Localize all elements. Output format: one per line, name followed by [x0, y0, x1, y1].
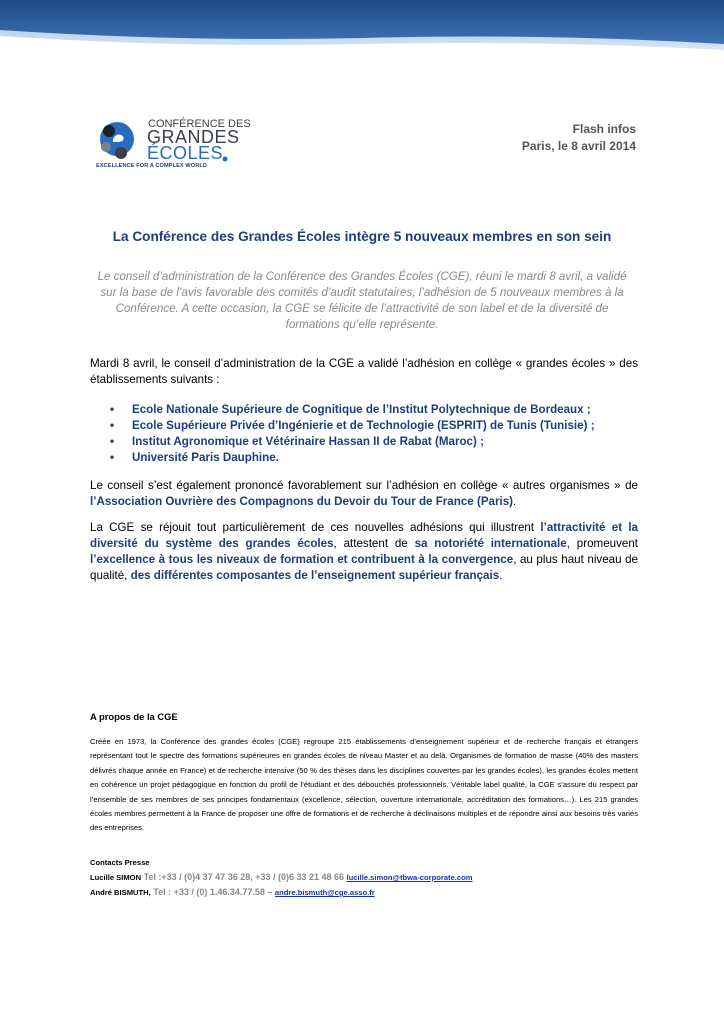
text: .	[513, 495, 517, 508]
header-info	[522, 121, 636, 155]
text: , promeuvent	[566, 537, 638, 550]
logo-line1: CONFÉRENCE DES	[148, 118, 251, 130]
highlight: l’attractivité et la diversité du système des grandes écoles	[90, 521, 638, 550]
contact-phone: Tel :+33 / (0)4 37 47 36 28, +33 / (0)6 33 21 48 66	[141, 872, 347, 882]
logo-line3: ÉCOLES	[147, 143, 224, 163]
text: , au plus haut niveau de qualité,	[90, 553, 638, 582]
contact-row	[90, 885, 473, 900]
paragraph-other-orgs	[90, 478, 638, 510]
paragraph-adhesion: Mardi 8 avril, le conseil d’administration de la CGE a validé l’adhésion en collège « grandes écoles » des établissements suivants :	[90, 357, 638, 386]
highlight-org: l’Association Ouvrière des Compagnons du Devoir du Tour de France (Paris)	[90, 495, 514, 508]
schools-list	[110, 402, 595, 466]
highlight: des différentes composantes de l’enseignement supérieur français	[130, 569, 500, 582]
press-contacts	[90, 855, 473, 900]
intro-paragraph: Le conseil d’administration de la Conférence des Grandes Écoles (CGE), réuni le mardi 8 avril, a validé sur la base de l’avis favorable des comités d’audit statutaires, l’adhésion de 5 nouveaux membres à la Conférence. A cette occasion, la CGE se félicite de l’attractivité de son label et de la diversité de formations qu’elle représente.	[97, 270, 627, 331]
text: La CGE se réjouit tout particulièrement de ces nouvelles adhésions qui illustrent	[90, 521, 541, 534]
highlight: sa notoriété internationale	[414, 537, 567, 550]
contact-email-link[interactable]: andre.bismuth@cge.asso.fr	[274, 888, 375, 897]
header-banner	[0, 0, 724, 62]
contacts-heading: Contacts Presse	[90, 858, 150, 867]
flash-label: Flash infos	[572, 122, 636, 136]
contact-name: Lucille SIMON	[90, 873, 142, 882]
text: Le conseil s’est également prononcé favorablement sur l’adhésion en collège « autres organismes » de	[90, 479, 638, 492]
about-heading: A propos de la CGE	[90, 711, 178, 722]
about-body: Créée en 1973, la Conférence des grandes écoles (CGE) regroupe 215 établissements d’enseignement supérieur et de recherche français et étrangers représentant tout le spectre des formations supérieures en grandes écoles de niveau Master et au delà. Organismes de formation de masse (40% des masters délivrés chaque année en France) et de recherche intensive (50 % des thèses dans les disciplines couvertes par les grandes écoles), les grandes écoles mettent en cohérence un projet pédagogique en fonction du profil de l’étudiant et des débouchés professionnels. Véritable label qualité, la CGE s’assure du respect par l’ensemble de ses membres de ses principes fondamentaux (excellence, sélection, ouverture internationale, accréditation des formations…). Les 215 grandes écoles membres permettent à la France de proposer une offre de formations et de recherche à déclinaisons multiples et de répondre ainsi aux besoins très variés des entreprises.	[90, 737, 638, 833]
paragraph-conclusion	[90, 520, 638, 584]
contact-name: André BISMUTH,	[90, 888, 151, 897]
logo-line2: GRANDES	[147, 127, 240, 147]
date-label: Paris, le 8 avril 2014	[521, 139, 636, 153]
logo-tagline: EXCELLENCE FOR A COMPLEX WORLD	[96, 163, 208, 169]
list-item: • Institut Agronomique et Vétérinaire Hassan II de Rabat (Maroc) ;	[110, 434, 595, 450]
list-item: • Université Paris Dauphine.	[110, 450, 595, 466]
contact-row	[90, 870, 473, 885]
list-item: • Ecole Supérieure Privée d’Ingénierie et de Technologie (ESPRIT) de Tunis (Tunisie) ;	[110, 418, 595, 434]
page-title: La Conférence des Grandes Écoles intègre 5 nouveaux membres en son sein	[112, 229, 612, 244]
list-item: • Ecole Nationale Supérieure de Cognitique de l’Institut Polytechnique de Bordeaux ;	[110, 402, 595, 418]
text: , attestent de	[333, 537, 415, 550]
contact-phone: Tel : +33 / (0) 1.46.34.77.58 –	[150, 887, 275, 897]
highlight: l’excellence à tous les niveaux de formation et contribuent à la convergence	[90, 553, 514, 566]
text: .	[499, 569, 503, 582]
contact-email-link[interactable]: lucille.simon@tbwa-corporate.com	[346, 873, 473, 882]
